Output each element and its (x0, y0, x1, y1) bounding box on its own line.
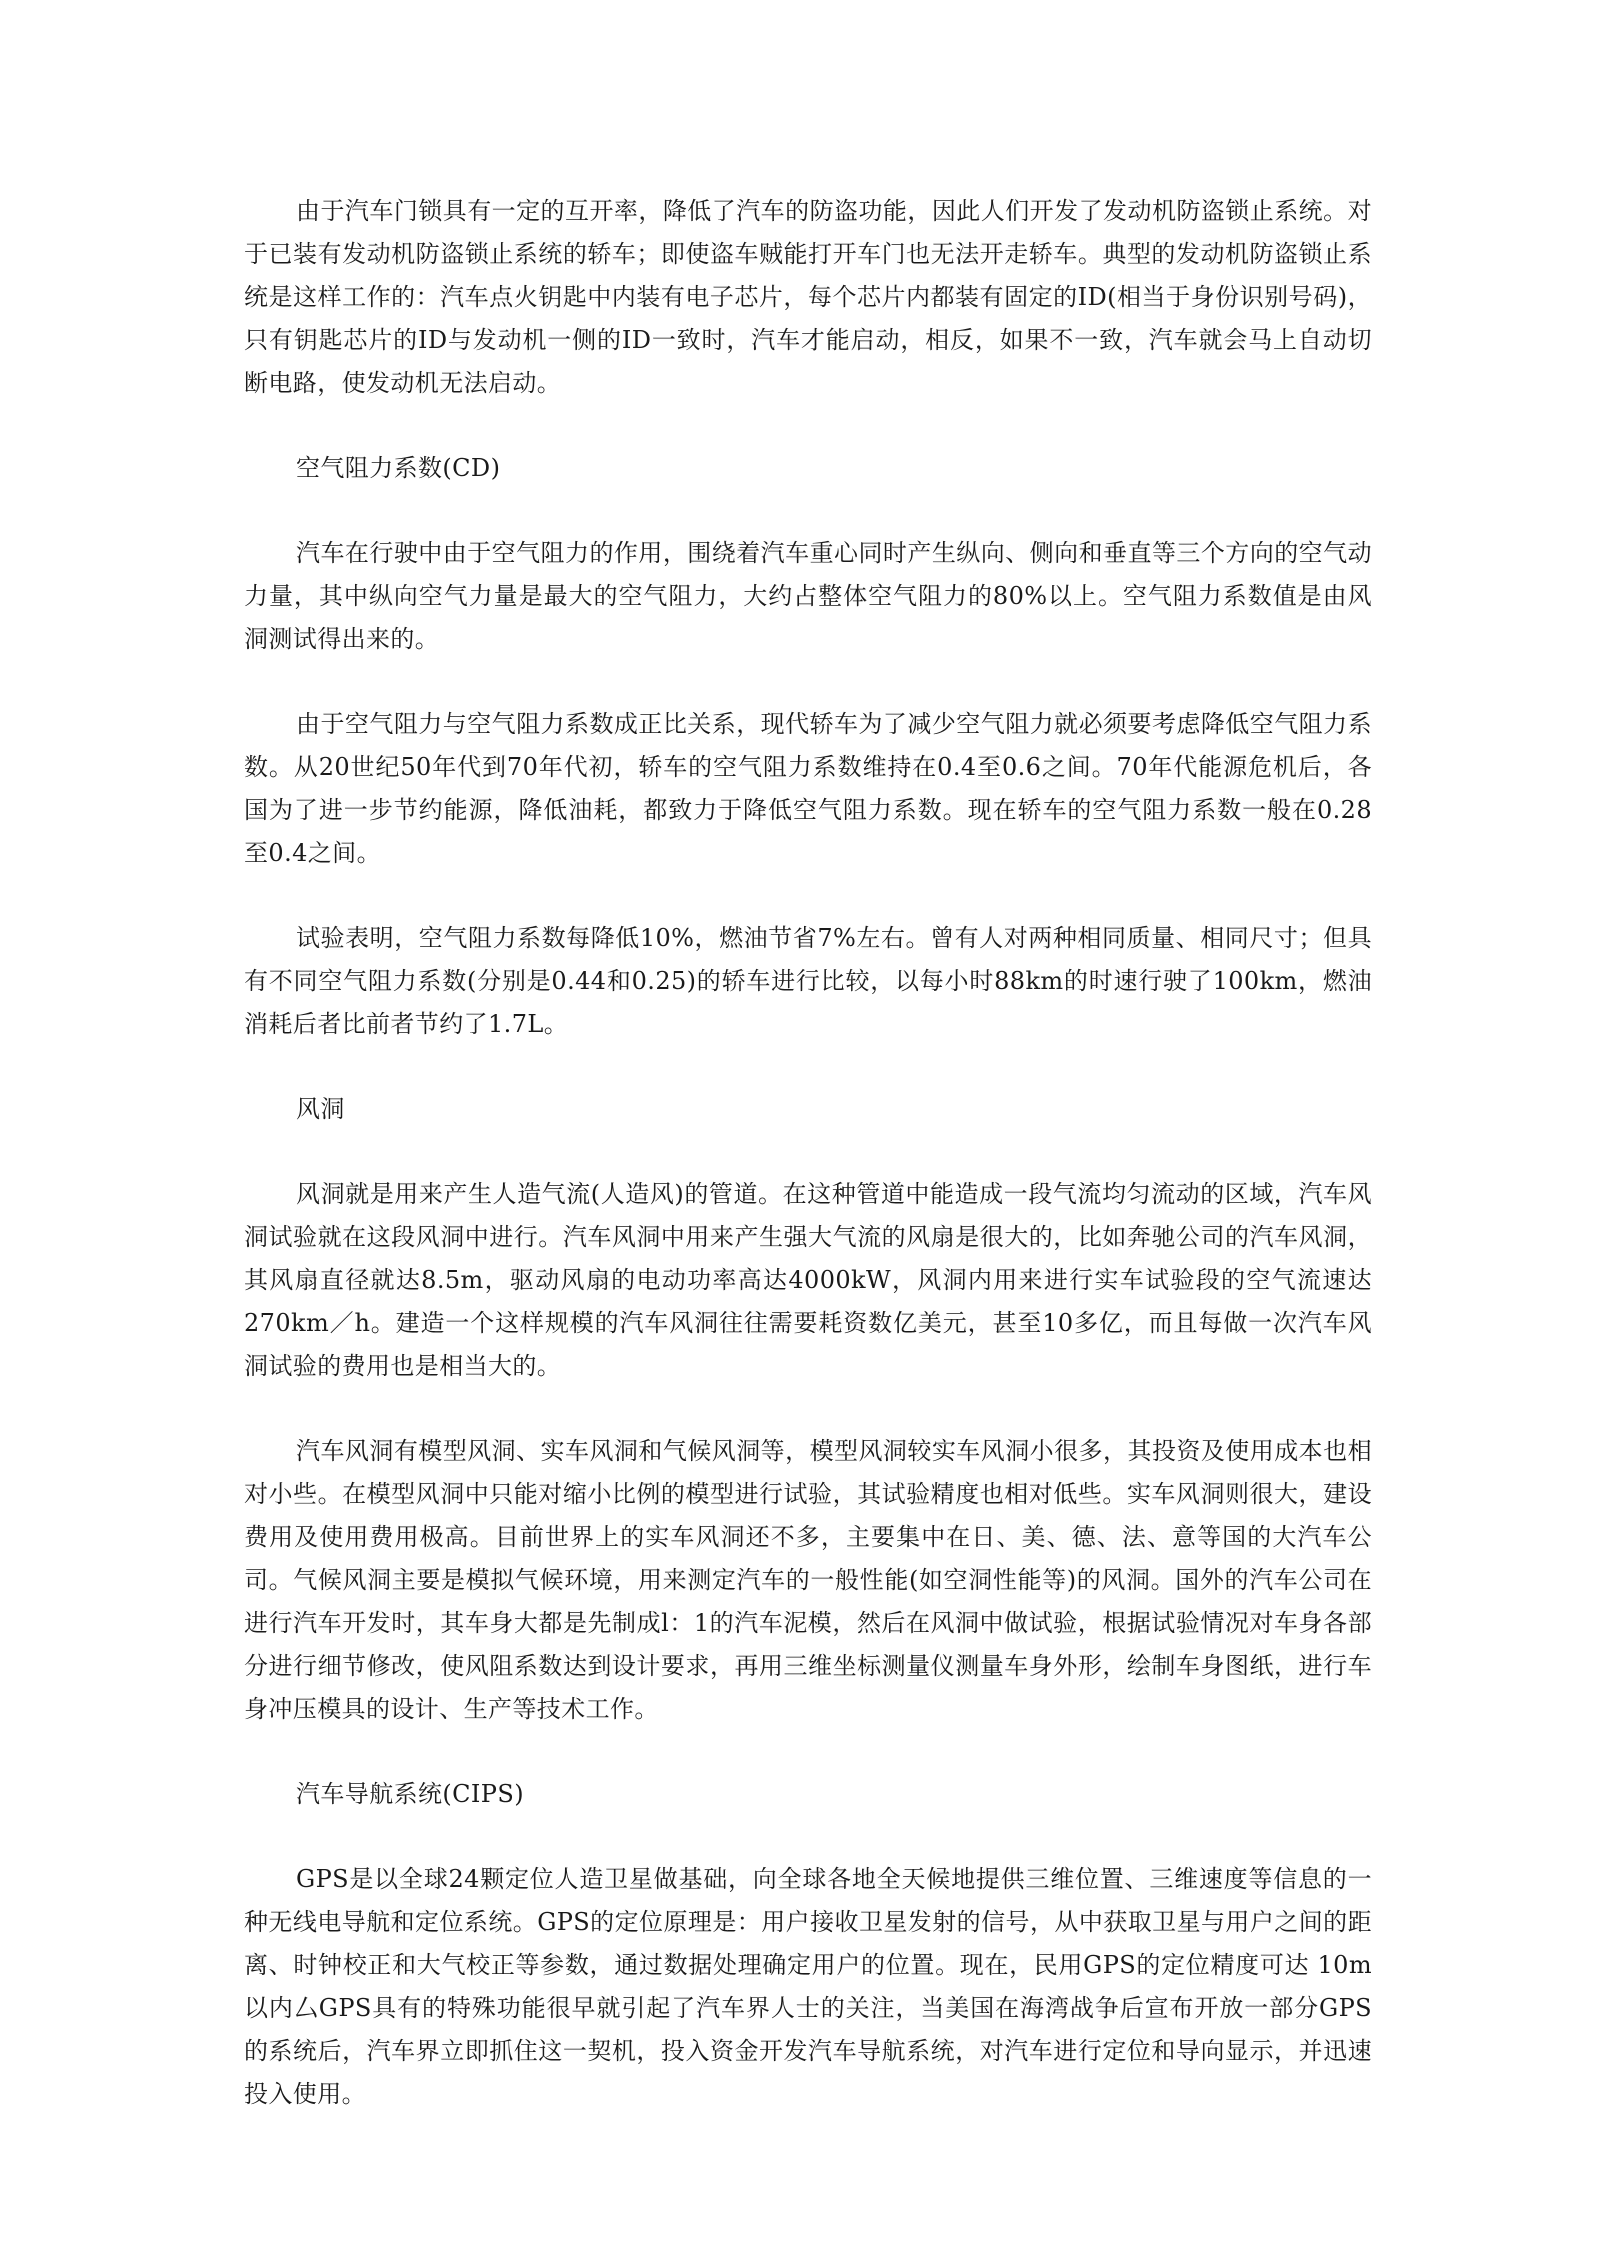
heading-navigation-system: 汽车导航系统(CIPS) (296, 1780, 524, 1808)
heading-wind-tunnel: 风洞 (296, 1095, 345, 1123)
paragraph-wind-tunnel-definition: 风洞就是用来产生人造气流(人造风)的管道。在这种管道中能造成一段气流均匀流动的区域，汽车风洞试验就在这段风洞中进行。汽车风洞中用来产生强大气流的风扇是很大的，比如奔驰公司的汽车风洞，其风扇直径就达8.5m，驱动风扇的电动功率高达4000kW，风洞内用来进行实车试验段的空气流速达270km／h。建造一个这样规模的汽车风洞往往需要耗资数亿美元，甚至10多亿，而且每做一次汽车风洞试验的费用也是相当大的。 (244, 1180, 1372, 1380)
paragraph-wind-tunnel-types: 汽车风洞有模型风洞、实车风洞和气候风洞等，模型风洞较实车风洞小很多，其投资及使用成本也相对小些。在模型风洞中只能对缩小比例的模型进行试验，其试验精度也相对低些。实车风洞则很大，建设费用及使用费用极高。目前世界上的实车风洞还不多，主要集中在日、美、德、法、意等国的大汽车公司。气候风洞主要是模拟气候环境，用来测定汽车的一般性能(如空洞性能等)的风洞。国外的汽车公司在进行汽车开发时，其车身大都是先制成l：1的汽车泥模，然后在风洞中做试验，根据试验情况对车身各部分进行细节修改，使风阻系数达到设计要求，再用三维坐标测量仪测量车身外形，绘制车身图纸，进行车身冲压模具的设计、生产等技术工作。 (244, 1437, 1372, 1723)
heading-drag-coefficient: 空气阻力系数(CD) (296, 454, 501, 482)
paragraph-gps: GPS是以全球24颗定位人造卫星做基础，向全球各地全天候地提供三维位置、三维速度等信息的一种无线电导航和定位系统。GPS的定位原理是：用户接收卫星发射的信号，从中获取卫星与用户之间的距离、时钟校正和大气校正等参数，通过数据处理确定用户的位置。现在，民用GPS的定位精度可达 10m以内厶GPS具有的特殊功能很早就引起了汽车界人士的关注，当美国在海湾战争后宣布开放一部分GPS的系统后，汽车界立即抓住这一契机，投入资金开发汽车导航系统，对汽车进行定位和导向显示，并迅速投入使用。 (244, 1865, 1372, 2108)
paragraph-air-resistance: 汽车在行驶中由于空气阻力的作用，围绕着汽车重心同时产生纵向、侧向和垂直等三个方向的空气动力量，其中纵向空气力量是最大的空气阻力，大约占整体空气阻力的80%以上。空气阻力系数值是由风洞测试得出来的。 (244, 539, 1372, 653)
paragraph-fuel-savings: 试验表明，空气阻力系数每降低10%，燃油节省7%左右。曾有人对两种相同质量、相同尺寸；但具有不同空气阻力系数(分别是0.44和0.25)的轿车进行比较，以每小时88km的时速行驶了100km，燃油消耗后者比前者节约了1.7L。 (244, 924, 1372, 1038)
paragraph-anti-theft-system: 由于汽车门锁具有一定的互开率，降低了汽车的防盗功能，因此人们开发了发动机防盗锁止系统。对于已装有发动机防盗锁止系统的轿车；即使盗车贼能打开车门也无法开走轿车。典型的发动机防盗锁止系统是这样工作的：汽车点火钥匙中内装有电子芯片，每个芯片内都装有固定的ID(相当于身份识别号码)，只有钥匙芯片的ID与发动机一侧的ID一致时，汽车才能启动，相反，如果不一致，汽车就会马上自动切断电路，使发动机无法启动。 (244, 197, 1372, 397)
paragraph-drag-coefficient-history: 由于空气阻力与空气阻力系数成正比关系，现代轿车为了减少空气阻力就必须要考虑降低空气阻力系数。从20世纪50年代到70年代初，轿车的空气阻力系数维持在0.4至0.6之间。70年代能源危机后，各国为了进一步节约能源，降低油耗，都致力于降低空气阻力系数。现在轿车的空气阻力系数一般在0.28至0.4之间。 (244, 710, 1372, 867)
document-body (244, 190, 1372, 2158)
